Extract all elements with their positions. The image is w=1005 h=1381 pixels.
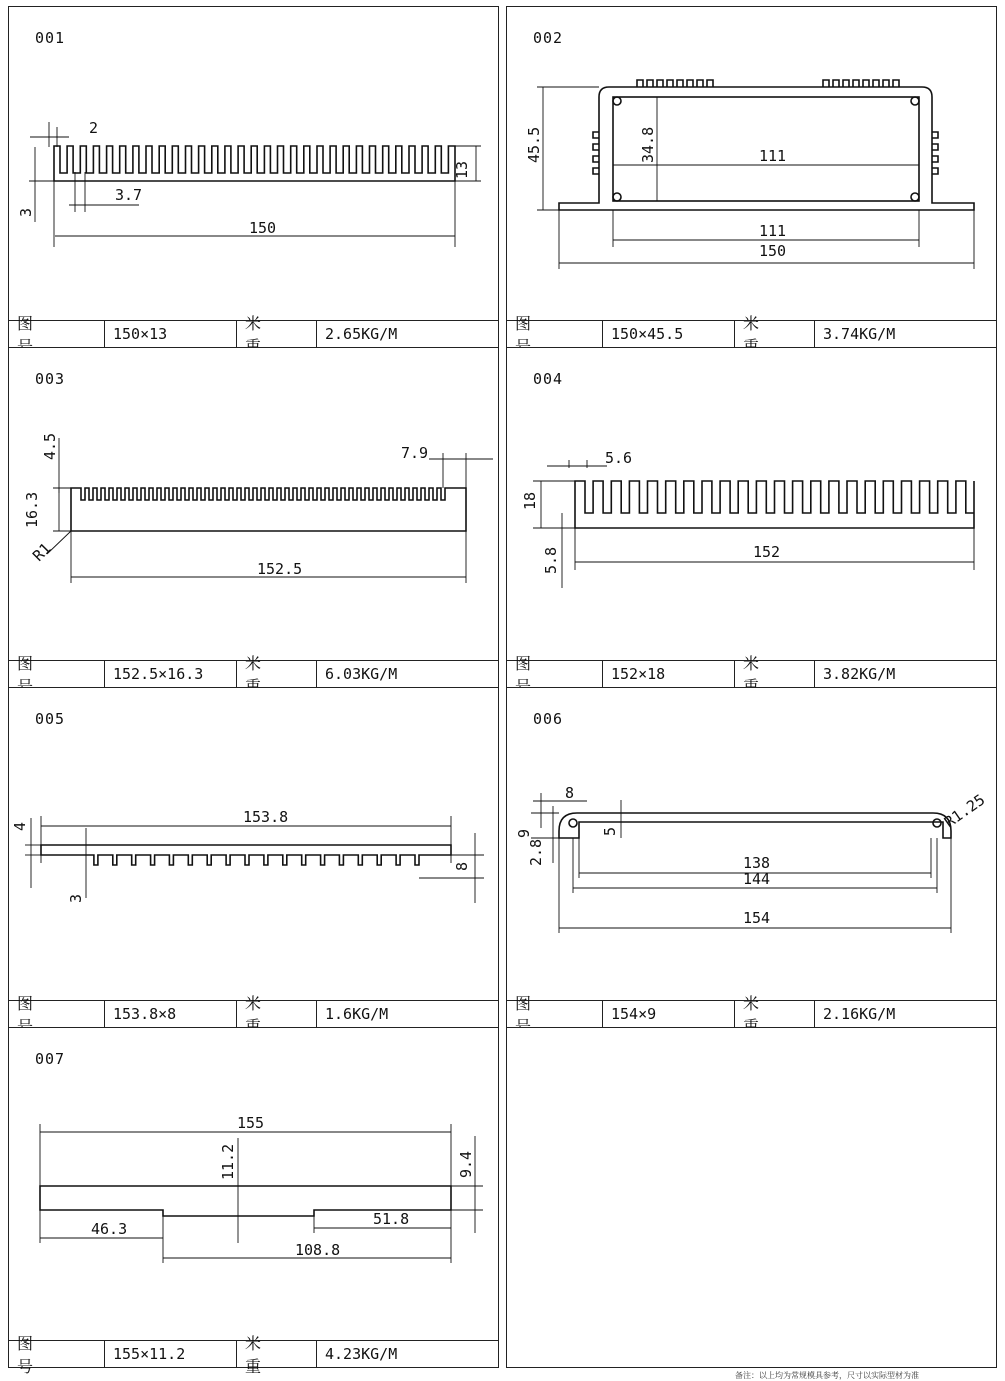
footnote: 备注：以上均为常规模具参考，尺寸以实际型材为准 [735, 1371, 919, 1380]
profile-size: 155×11.2 [105, 1341, 237, 1367]
dim-inner-138: 138 [743, 854, 771, 872]
dim-fin-pitch: 3.7 [115, 186, 143, 204]
dim-height: 11.2 [219, 1143, 237, 1180]
dim-height: 8 [453, 861, 471, 871]
dim-radius: R1.25 [940, 790, 989, 832]
profile-weight: 4.23KG/M [325, 1345, 398, 1363]
dim-width: 152 [753, 543, 781, 561]
profile-size: 152.5×16.3 [105, 661, 237, 687]
dim-height: 9 [515, 828, 533, 838]
dim-fin-pitch: 5.6 [605, 449, 633, 467]
profile-code: 006 [533, 710, 564, 728]
profile-weight: 2.16KG/M [823, 1005, 896, 1023]
label-mizhong: 米 [237, 661, 317, 687]
profile-spec-row [9, 994, 498, 1027]
dim-fin: 3 [67, 893, 85, 903]
dim-height: 13 [453, 160, 471, 179]
profile-spec-row [507, 314, 996, 347]
profile-card-004 [506, 347, 997, 688]
dim-inner-width-bottom: 111 [759, 222, 787, 240]
profile-code: 005 [35, 710, 66, 728]
profile-drawing-004 [507, 348, 998, 661]
profile-code: 003 [35, 370, 66, 388]
label-tuhao: 图 [9, 321, 105, 347]
dim-left: 46.3 [91, 1220, 128, 1238]
dim-width: 150 [249, 219, 277, 237]
profile-spec-row [9, 1334, 498, 1376]
profile-card-007 [8, 1027, 499, 1376]
profile-card-003 [8, 347, 499, 688]
profile-drawing-007 [9, 1028, 500, 1341]
label-tuhao: 图 [507, 661, 603, 687]
dim-width: 150 [759, 242, 787, 260]
profile-drawing-005 [9, 688, 500, 1001]
profile-spec-row [9, 314, 498, 347]
dim-width: 154 [743, 909, 771, 927]
profile-weight: 6.03KG/M [325, 665, 398, 683]
dim-span: 108.8 [295, 1241, 341, 1259]
dim-height: 45.5 [525, 126, 543, 163]
label-mizhong: 米 [735, 661, 815, 687]
profile-spec-row [9, 654, 498, 687]
dim-fin-width: 2 [89, 119, 99, 137]
dim-base: 5.8 [542, 546, 560, 574]
dim-height: 16.3 [23, 491, 41, 528]
profile-weight: 1.6KG/M [325, 1005, 389, 1023]
profile-drawing-002 [507, 7, 998, 321]
label-tuhao: 图 [9, 661, 105, 687]
label-mizhong: 米 [237, 1001, 317, 1027]
dim-plate: 9.4 [457, 1150, 475, 1178]
dim-base: 3 [17, 207, 35, 217]
label-mizhong: 米 [735, 321, 815, 347]
profile-weight: 3.74KG/M [823, 325, 896, 343]
profile-card-001 [8, 6, 499, 348]
label-mizhong: 米 [735, 1001, 815, 1027]
profile-card-006 [506, 687, 997, 1028]
dim-edge: 7.9 [401, 444, 429, 462]
dim-inner-width: 111 [759, 147, 787, 165]
empty-card [506, 1027, 997, 1368]
dim-fin-depth: 4.5 [41, 432, 59, 460]
dim-lip: 2.8 [527, 838, 545, 866]
profile-drawing-003 [9, 348, 500, 661]
dim-height: 18 [521, 491, 539, 510]
profile-code: 004 [533, 370, 564, 388]
profile-size: 150×13 [105, 321, 237, 347]
dim-width: 153.8 [243, 808, 289, 826]
dim-inner-144: 144 [743, 870, 771, 888]
profile-size: 153.8×8 [105, 1001, 237, 1027]
profile-weight: 2.65KG/M [325, 325, 398, 343]
profile-weight: 3.82KG/M [823, 665, 896, 683]
dim-radius: R1 [29, 539, 55, 565]
label-tuhao: 图 [507, 321, 603, 347]
dim-width: 152.5 [257, 560, 303, 578]
profile-drawing-006 [507, 688, 998, 1001]
label-mizhong: 米 [237, 321, 317, 347]
label-tuhao: 图 [507, 1001, 603, 1027]
dim-inner-height: 34.8 [639, 126, 657, 163]
profile-drawing-001 [9, 7, 500, 321]
profile-spec-row [507, 654, 996, 687]
profile-spec-row [507, 994, 996, 1027]
dim-right: 51.8 [373, 1210, 410, 1228]
dim-width: 155 [237, 1114, 265, 1132]
dim-base: 4 [11, 821, 29, 831]
profile-card-005 [8, 687, 499, 1028]
profile-size: 152×18 [603, 661, 735, 687]
profile-code: 002 [533, 29, 564, 47]
profile-card-002 [506, 6, 997, 348]
label-tuhao: 图 [9, 1001, 105, 1027]
label-mizhong: 米 重 [237, 1341, 317, 1367]
dim-thick: 5 [601, 826, 619, 836]
profile-size: 154×9 [603, 1001, 735, 1027]
profile-code: 001 [35, 29, 66, 47]
dim-radius-len: 8 [565, 784, 575, 802]
profile-code: 007 [35, 1050, 66, 1068]
profile-size: 150×45.5 [603, 321, 735, 347]
label-tuhao: 图 号 [9, 1341, 105, 1367]
